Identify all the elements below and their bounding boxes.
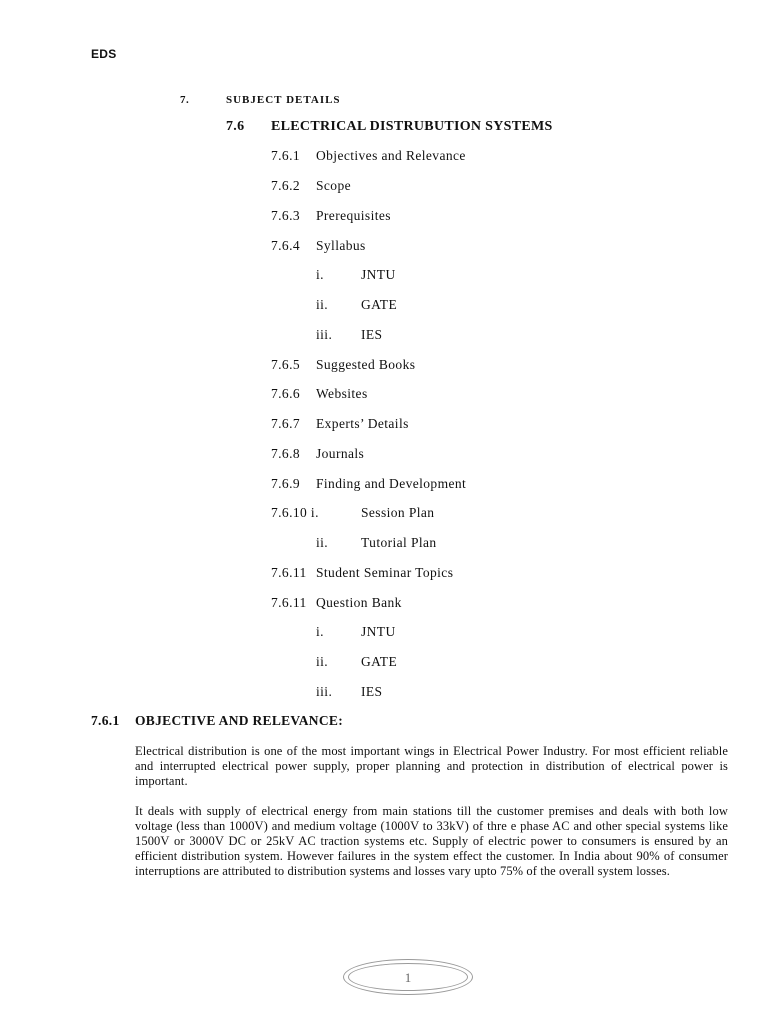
toc-subitem-number: ii.: [316, 654, 329, 669]
toc-item-number: 7.6.6: [271, 386, 300, 401]
toc-item-number: 7.6.4: [271, 238, 300, 253]
objective-section-number: 7.6.1: [91, 713, 120, 728]
toc-subitem-title: JNTU: [361, 624, 396, 639]
toc-item-number: 7.6.3: [271, 208, 300, 223]
toc-item-title: Question Bank: [316, 595, 402, 610]
toc-subitem-title: GATE: [361, 297, 398, 312]
toc-item-title: Finding and Development: [316, 476, 467, 491]
toc-subitem-number: ii.: [316, 297, 329, 312]
toc-item-number: 7.6.2: [271, 178, 300, 193]
section-number: 7.: [180, 94, 190, 106]
page-number: 1: [404, 970, 412, 985]
objective-section-title: OBJECTIVE AND RELEVANCE:: [135, 713, 343, 728]
toc-item-number: 7.6.11: [271, 565, 307, 580]
toc-subitem-number: ii.: [316, 535, 329, 550]
toc-item-title: Websites: [316, 386, 368, 401]
section-title: SUBJECT DETAILS: [226, 94, 341, 106]
toc-subitem-number: i.: [316, 624, 324, 639]
toc-subitem-number: iii.: [316, 684, 333, 699]
subsection-title: ELECTRICAL DISTRUBUTION SYSTEMS: [271, 119, 553, 134]
toc-item-title: Prerequisites: [316, 208, 391, 223]
toc-subitem-title: GATE: [361, 654, 398, 669]
toc-item-title: Session Plan: [361, 505, 435, 520]
toc-subitem-title: Tutorial Plan: [361, 535, 437, 550]
toc-item-title: Suggested Books: [316, 357, 416, 372]
subsection-number: 7.6: [226, 119, 245, 134]
objective-paragraph-2: It deals with supply of electrical energy from main stations till the customer premises and deals with both low voltage (less than 1000V) and medium voltage (1000V to 33kV) of thre e phase AC and other special systems like 1500V or 3000V DC or 25kV AC traction systems etc. Supply of electric power to consumers is ensured by an efficient distribution system. However failures in the system effect the customer. In India about 90% of consumer interruptions are attributed to distribution systems and losses vary upto 75% of the overall system losses.: [135, 804, 728, 878]
toc-item-number: 7.6.9: [271, 476, 300, 491]
toc-subitem-number: iii.: [316, 327, 333, 342]
toc-subitem-title: IES: [361, 684, 383, 699]
toc-item-title: Objectives and Relevance: [316, 148, 466, 163]
toc-item-title: Syllabus: [316, 238, 366, 253]
toc-item-number: 7.6.7: [271, 416, 300, 431]
document-header-tag: EDS: [91, 47, 117, 61]
toc-item-number: 7.6.11: [271, 595, 307, 610]
toc-item-number: 7.6.5: [271, 357, 300, 372]
toc-item-number: 7.6.1: [271, 148, 300, 163]
toc-item-title: Experts’ Details: [316, 416, 409, 431]
toc-item-number: 7.6.10 i.: [271, 505, 319, 520]
toc-item-title: Journals: [316, 446, 365, 461]
toc-subitem-title: JNTU: [361, 267, 396, 282]
toc-item-title: Student Seminar Topics: [316, 565, 454, 580]
toc-item-title: Scope: [316, 178, 351, 193]
toc-item-number: 7.6.8: [271, 446, 300, 461]
objective-paragraph-1: Electrical distribution is one of the most important wings in Electrical Power Industry. For most efficient reliable and interrupted electrical power supply, proper planning and protection in distribution of electrical power is important.: [135, 744, 728, 788]
toc-subitem-title: IES: [361, 327, 383, 342]
page-number-badge: [343, 959, 473, 995]
toc-subitem-number: i.: [316, 267, 324, 282]
